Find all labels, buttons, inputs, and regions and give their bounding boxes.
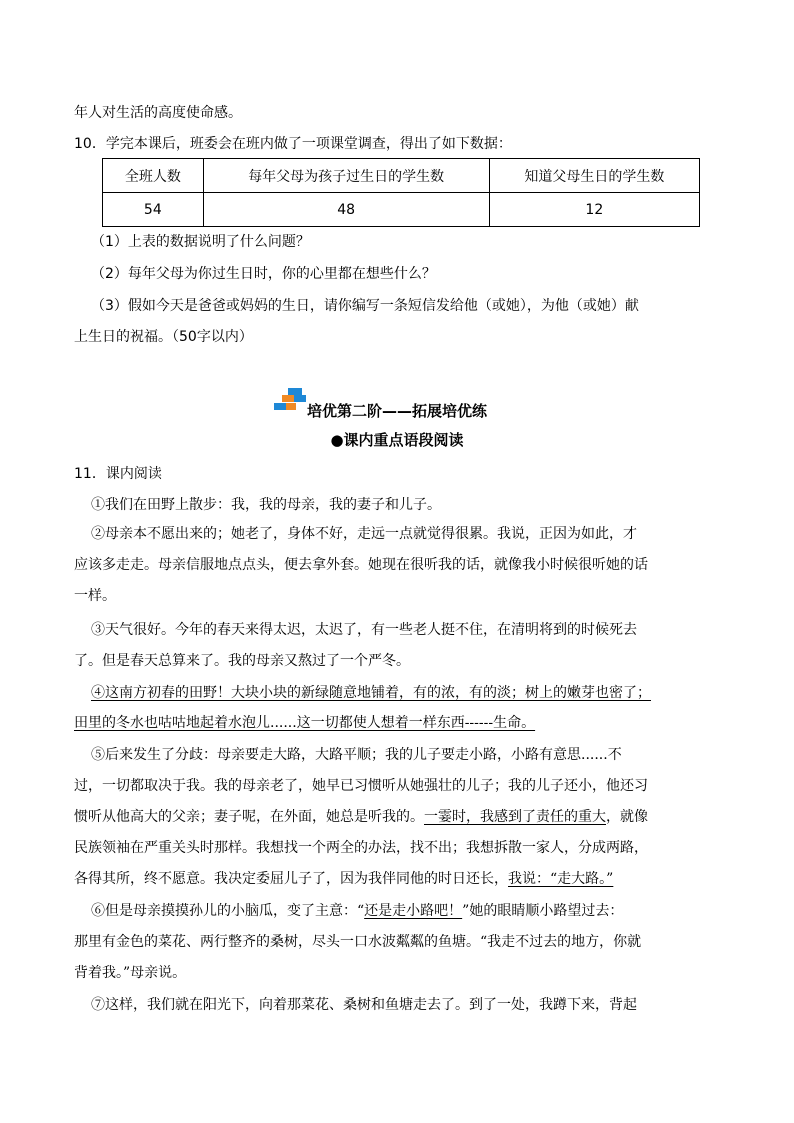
- question-10-sub-1: （1）上表的数据说明了什么问题？: [91, 234, 310, 250]
- paragraph-6-line: [91, 901, 623, 921]
- paragraph-2-line: ②母亲本不愿出来的；她老了，身体不好，走远一点就觉得很累。我说，正因为如此，才: [91, 526, 637, 542]
- paragraph-5-line: 民族领袖在严重关头时那样。我想找一个两全的办法，找不出；我想拆散一家人，分成两路，: [74, 840, 648, 856]
- question-10-sub-3: （3）假如今天是爸爸或妈妈的生日，请你编写一条短信发给他（或她），为他（或她）献: [91, 298, 639, 314]
- underlined-sentence: 一霎时，我感到了责任的重大: [424, 809, 606, 825]
- question-10-stem: 10．学完本课后，班委会在班内做了一项课堂调查，得出了如下数据：: [74, 136, 512, 152]
- paragraph-2-line: 应该多走走。母亲信服地点点头，便去拿外套。她现在很听我的话，就像我小时候很听她的话: [74, 557, 648, 573]
- paragraph-3-line: ③天气很好。今年的春天来得太迟，太迟了，有一些老人挺不住，在清明将到的时候死去: [91, 622, 637, 638]
- paragraph-5-line: ⑤后来发生了分歧：母亲要走大路，大路平顺；我的儿子要走小路，小路有意思......不: [91, 747, 622, 763]
- table-header-row: [103, 159, 700, 193]
- paragraph-5-line: [74, 807, 648, 827]
- table-cell: 54: [103, 193, 204, 227]
- survey-table: [102, 158, 700, 227]
- paragraph-6-line: 那里有金色的菜花、两行整齐的桑树，尽头一口水波粼粼的鱼塘。“我走不过去的地方，你就: [74, 934, 642, 950]
- underlined-sentence: 我说：“走大路。”: [508, 871, 614, 887]
- table-row: [103, 193, 700, 227]
- table-header-cell: 知道父母生日的学生数: [489, 159, 699, 193]
- intro-tail: 年人对生活的高度使命感。: [74, 105, 242, 121]
- paragraph-5-text: 惯听从他高大的父亲；妻子呢，在外面，她总是听我的。: [74, 809, 424, 825]
- paragraph-5-line: [74, 869, 613, 889]
- paragraph-6-text: ”她的眼睛顺小路望过去：: [462, 903, 624, 919]
- question-11-label: 11．课内阅读: [74, 466, 162, 482]
- paragraph-1: ①我们在田野上散步：我，我的母亲，我的妻子和儿子。: [91, 497, 441, 513]
- underlined-sentence: 还是走小路吧！: [364, 903, 463, 919]
- table-cell: 48: [203, 193, 489, 227]
- table-cell: 12: [489, 193, 699, 227]
- paragraph-4-line: 田里的冬水也咕咕地起着水泡儿......这一切都使人想着一样东西------生命。: [74, 715, 536, 731]
- paragraph-3-line: 了。但是春天总算来了。我的母亲又熬过了一个严冬。: [74, 653, 410, 669]
- section-title: 培优第二阶——拓展培优练: [306, 402, 487, 420]
- question-10-sub-2: （2）每年父母为你过生日时，你的心里都在想些什么？: [91, 266, 436, 282]
- paragraph-5-text: 各得其所，终不愿意。我决定委屈儿子了，因为我伴同他的时日还长，: [74, 871, 508, 887]
- paragraph-5-text: ，就像: [606, 809, 648, 825]
- section-subtitle: ●课内重点语段阅读: [330, 431, 464, 449]
- table-header-cell: 每年父母为孩子过生日的学生数: [203, 159, 489, 193]
- paragraph-6-text: ⑥但是母亲摸摸孙儿的小脑瓜，变了主意：“: [91, 903, 365, 919]
- paragraph-7-line: ⑦这样，我们就在阳光下，向着那菜花、桑树和鱼塘走去了。到了一处，我蹲下来，背起: [91, 997, 637, 1013]
- table-header-cell: 全班人数: [103, 159, 204, 193]
- paragraph-6-line: 背着我。”母亲说。: [74, 965, 187, 981]
- paragraph-4-line: ④这南方初春的田野！大块小块的新绿随意地铺着，有的浓，有的淡；树上的嫩芽也密了；: [91, 685, 651, 701]
- question-10-sub-3-cont: 上生日的祝福。（50字以内）: [74, 329, 253, 345]
- paragraph-5-line: 过，一切都取决于我。我的母亲老了，她早已习惯听从她强壮的儿子；我的儿子还小，他还习: [74, 778, 648, 794]
- paragraph-2-line: 一样。: [74, 588, 116, 604]
